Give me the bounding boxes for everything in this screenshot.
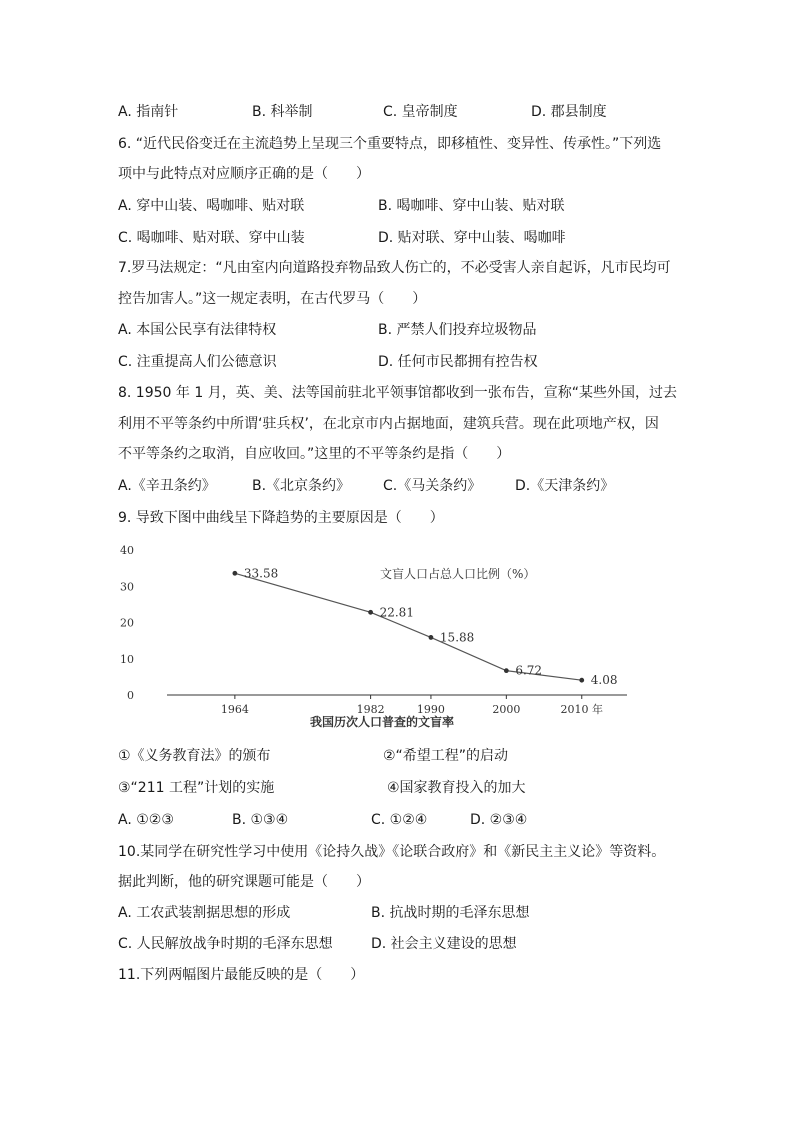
q11-stem: 11.下列两幅图片最能反映的是（ ） <box>118 967 365 983</box>
q9-item-3: ③“211 工程”计划的实施 <box>118 780 275 796</box>
q5-option-d: D. 郡县制度 <box>531 104 607 120</box>
x-axis <box>167 695 627 716</box>
x-tick-label: 1990 <box>416 703 445 716</box>
data-label: 4.08 <box>590 673 618 688</box>
q6-option-d: D. 贴对联、穿中山装、喝咖啡 <box>378 230 566 246</box>
q10-stem-line1: 10.某同学在研究性学习中使用《论持久战》《论联合政府》和《新民主主义论》等资料。 <box>118 844 666 860</box>
q10-option-a: A. 工农武装割据思想的形成 <box>118 905 291 921</box>
y-tick-label: 20 <box>120 616 134 630</box>
q8-option-b: B.《北京条约》 <box>252 478 351 494</box>
x-tick-label: 2010 年 <box>560 703 604 716</box>
q6-option-b: B. 喝咖啡、穿中山装、贴对联 <box>378 198 565 214</box>
y-tick-label: 0 <box>127 689 134 702</box>
y-tick-label: 10 <box>120 652 134 666</box>
q6-option-a: A. 穿中山装、喝咖啡、贴对联 <box>118 198 305 214</box>
q8-stem-line1: 8. 1950 年 1 月，英、美、法等国前驻北平领事馆都收到一张布告，宣称“某些外国，过去 <box>118 385 677 401</box>
data-point <box>429 635 434 640</box>
data-label: 15.88 <box>439 630 475 645</box>
q7-stem-line1: 7.罗马法规定：“凡由室内向道路投弃物品致人伤亡的，不必受害人亲自起诉，凡市民均可 <box>118 260 671 276</box>
q9-item-1: ①《义务教育法》的颁布 <box>118 748 271 764</box>
q8-option-c: C.《马关条约》 <box>383 478 482 494</box>
q5-option-c: C. 皇帝制度 <box>383 104 458 120</box>
data-label: 33.58 <box>243 566 279 581</box>
data-label: 22.81 <box>379 605 414 620</box>
q7-option-a: A. 本国公民享有法律特权 <box>118 322 277 338</box>
q6-stem-line2: 项中与此特点对应顺序正确的是（ ） <box>118 166 370 182</box>
q8-stem-line2: 利用不平等条约中所谓‘驻兵权’，在北京市内占据地面，建筑兵营。现在此项地产权，因 <box>118 416 659 432</box>
q7-option-d: D. 任何市民都拥有控告权 <box>378 354 538 370</box>
q5-option-a: A. 指南针 <box>118 104 179 120</box>
y-axis <box>120 544 134 702</box>
q10-stem-line2: 据此判断，他的研究课题可能是（ ） <box>118 874 370 890</box>
data-point <box>232 571 237 576</box>
y-tick-label: 30 <box>120 580 134 594</box>
q7-option-b: B. 严禁人们投弃垃圾物品 <box>378 322 537 338</box>
q10-option-c: C. 人民解放战争时期的毛泽东思想 <box>118 936 333 952</box>
illiteracy-line-chart <box>112 538 632 738</box>
series-line <box>232 566 617 687</box>
x-tick-label: 2000 <box>492 703 521 716</box>
q6-stem-line1: 6. “近代民俗变迁在主流趋势上呈现三个重要特点，即移植性、变异性、传承性。”下列选 <box>118 136 662 152</box>
q9-option-b: B. ①③④ <box>232 812 289 828</box>
q8-option-a: A.《辛丑条约》 <box>118 478 216 494</box>
x-tick-label: 1982 <box>356 703 385 716</box>
q9-option-c: C. ①②④ <box>371 812 428 828</box>
data-point <box>579 678 584 683</box>
q7-option-c: C. 注重提高人们公德意识 <box>118 354 277 370</box>
chart-title: 文盲人口占总人口比例（%） <box>380 567 536 581</box>
data-label: 6.72 <box>515 663 543 678</box>
chart-caption: 我国历次人口普查的文盲率 <box>310 715 455 729</box>
q8-option-d: D.《天津条约》 <box>515 478 615 494</box>
q9-stem: 9. 导致下图中曲线呈下降趋势的主要原因是（ ） <box>118 510 444 526</box>
q8-stem-line3: 不平等条约之取消，自应收回。”这里的不平等条约是指（ ） <box>118 446 511 462</box>
data-point <box>504 668 509 673</box>
q10-option-b: B. 抗战时期的毛泽东思想 <box>371 905 530 921</box>
q7-stem-line2: 控告加害人。”这一规定表明，在古代罗马（ ） <box>118 291 427 307</box>
data-point <box>368 610 373 615</box>
q9-item-4: ④国家教育投入的加大 <box>387 780 526 796</box>
q9-option-d: D. ②③④ <box>470 812 528 828</box>
q5-option-b: B. 科举制 <box>252 104 313 120</box>
q6-option-c: C. 喝咖啡、贴对联、穿中山装 <box>118 230 305 246</box>
q9-option-a: A. ①②③ <box>118 812 174 828</box>
x-tick-label: 1964 <box>220 703 249 716</box>
q9-item-2: ②“希望工程”的启动 <box>383 748 509 764</box>
q10-option-d: D. 社会主义建设的思想 <box>371 936 517 952</box>
y-tick-label: 40 <box>120 544 134 557</box>
